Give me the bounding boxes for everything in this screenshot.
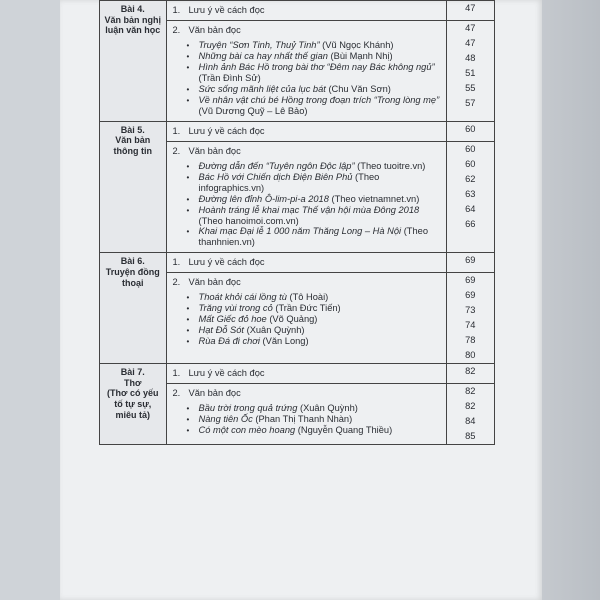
spacer <box>167 347 446 351</box>
item-page-number: 55 <box>465 82 476 93</box>
item-title: Truyện “Sơn Tinh, Thuỷ Tinh” <box>198 39 320 50</box>
toc-item-text <box>199 205 446 227</box>
section-number: 2. <box>172 24 181 35</box>
section-title: Lưu ý về cách đọc <box>188 5 265 15</box>
item-title: Sức sống mãnh liệt của lục bát <box>198 83 326 94</box>
item-page-number: 60 <box>465 158 476 169</box>
toc-item-text <box>199 84 391 95</box>
table-of-contents <box>99 0 495 445</box>
page-number-cell <box>446 20 494 121</box>
page-number-cell <box>446 253 494 273</box>
section-number: 1. <box>172 257 181 268</box>
lesson-title: Bài 5. Văn bản thông tin <box>113 124 152 156</box>
section-number: 2. <box>172 277 181 288</box>
bullet-icon: • <box>186 227 190 237</box>
item-author: (Theo vietnamnet.vn) <box>331 193 420 204</box>
toc-item-text <box>199 414 353 425</box>
toc-item <box>167 226 446 248</box>
page-number: 60 <box>465 143 476 154</box>
spacer <box>167 436 446 440</box>
toc-item-text <box>199 403 358 414</box>
section-title: Lưu ý về cách đọc <box>188 257 265 268</box>
item-title: Nàng tiên Ốc <box>198 414 253 425</box>
section1-label <box>167 364 446 383</box>
item-page-number: 64 <box>465 203 476 214</box>
toc-row-section1 <box>100 253 495 273</box>
toc-item <box>167 172 446 194</box>
page-number-cell <box>446 121 494 141</box>
item-page-number: 69 <box>465 290 476 301</box>
item-page-number: 78 <box>465 335 476 346</box>
item-author: (Theo thanhnien.vn) <box>198 226 428 248</box>
lesson-title: Bài 7. Thơ (Thơ có yếu tố tự sự, miêu tả) <box>107 367 159 420</box>
section-number: 1. <box>172 125 181 136</box>
toc-item-text <box>199 172 446 194</box>
item-page-number: 82 <box>465 401 476 412</box>
item-title: Đường dẫn đến “Tuyên ngôn Độc lập” <box>198 160 355 171</box>
bullet-icon: • <box>186 415 190 425</box>
page-number: 82 <box>465 386 476 397</box>
section-number: 1. <box>172 368 181 379</box>
item-author: (Theo tuoitre.vn) <box>357 160 426 171</box>
item-author: (Chu Văn Sơn) <box>328 83 391 94</box>
section-title: Văn bản đọc <box>188 145 241 156</box>
toc-item <box>167 292 446 303</box>
lesson-title: Bài 4. Văn bản nghị luận văn học <box>104 4 162 36</box>
toc-item-text <box>199 303 341 314</box>
bullet-icon: • <box>186 337 190 347</box>
item-author: (Trần Đức Tiến) <box>275 303 341 314</box>
item-page-number: 84 <box>465 416 476 427</box>
item-author: (Theo infographics.vn) <box>198 171 380 193</box>
toc-item-text <box>199 194 420 205</box>
section1-cell <box>166 364 446 384</box>
section-number: 2. <box>172 145 181 156</box>
section1-label <box>167 253 446 272</box>
item-author: (Trần Đình Sử) <box>198 72 261 83</box>
toc-item-text <box>199 425 393 436</box>
lesson-title-cell <box>100 1 167 122</box>
item-author: (Vũ Ngọc Khánh) <box>322 39 394 50</box>
item-title: Có một con mèo hoang <box>198 425 296 436</box>
section1-cell <box>166 1 446 21</box>
toc-item <box>167 62 446 84</box>
toc-item-text <box>199 40 394 51</box>
section-title: Văn bản đọc <box>188 277 241 288</box>
section-title: Lưu ý về cách đọc <box>188 368 265 379</box>
section-number: 2. <box>172 388 181 399</box>
toc-item <box>167 40 446 51</box>
item-author: (Tô Hoài) <box>289 292 329 303</box>
lesson-title-cell <box>100 253 167 364</box>
bullet-icon: • <box>186 293 190 303</box>
bullet-icon: • <box>186 172 190 182</box>
page-edge-shadow <box>542 0 600 600</box>
page-number-cell <box>446 364 494 384</box>
item-title: Trăng vùi trong cỏ <box>198 303 273 314</box>
item-author: (Bùi Mạnh Nhị) <box>330 50 393 61</box>
section2-label <box>167 273 446 292</box>
page-number: 47 <box>465 3 476 13</box>
bullet-icon: • <box>186 194 190 204</box>
item-author: (Văn Long) <box>262 336 309 347</box>
toc-item-text <box>199 314 318 325</box>
toc-item <box>167 403 446 414</box>
section-number: 1. <box>172 5 181 15</box>
toc-item <box>167 414 446 425</box>
page-number-cell <box>446 273 494 364</box>
toc-item <box>167 95 446 117</box>
item-author: (Phan Thị Thanh Nhàn) <box>255 414 353 425</box>
page-number: 69 <box>465 275 476 286</box>
toc-item-text <box>199 95 446 117</box>
item-page-number: 66 <box>465 218 476 229</box>
toc-item <box>167 84 446 95</box>
toc-item-text <box>199 161 426 172</box>
item-title: Hạt Đỗ Sót <box>198 325 244 336</box>
item-title: Bầu trời trong quả trứng <box>198 403 298 414</box>
item-title: Bác Hồ với Chiến dịch Điện Biên Phủ <box>198 171 353 182</box>
page-number: 60 <box>465 123 476 134</box>
bullet-icon: • <box>186 205 190 215</box>
toc-row-section1 <box>100 1 495 21</box>
bullet-icon: • <box>186 62 190 72</box>
lesson-title: Bài 6. Truyện đồng thoại <box>105 256 160 288</box>
bullet-icon: • <box>186 315 190 325</box>
item-title: Về nhân vật chú bé Hồng trong đoạn trích “Trong lòng mẹ” <box>198 94 440 105</box>
toc-item-text <box>199 336 309 347</box>
item-author: (Vũ Dương Quỹ – Lê Bảo) <box>198 105 308 116</box>
toc-item <box>167 336 446 347</box>
toc-row-section1 <box>100 121 495 141</box>
toc-item <box>167 205 446 227</box>
item-page-number: 85 <box>465 431 476 442</box>
lesson-title-cell <box>100 364 167 445</box>
item-page-number: 73 <box>465 305 476 316</box>
section2-label <box>167 142 446 161</box>
page-number-cell <box>446 1 494 21</box>
section-title: Văn bản đọc <box>188 24 241 35</box>
section2-cell <box>166 384 446 445</box>
toc-item <box>167 303 446 314</box>
toc-item-text <box>199 325 305 336</box>
toc-item <box>167 425 446 436</box>
toc-item-text <box>199 51 393 62</box>
item-author: (Võ Quảng) <box>269 314 318 325</box>
toc-item-text <box>199 62 446 84</box>
spacer <box>167 117 446 121</box>
bullet-icon: • <box>186 84 190 94</box>
toc-item <box>167 325 446 336</box>
bullet-icon: • <box>186 95 190 105</box>
item-title: Mất Giếc đỏ hoe <box>198 314 267 325</box>
bullet-icon: • <box>186 404 190 414</box>
item-title: Hoành tráng lễ khai mạc Thế vận hội mùa Đông 2018 <box>198 204 420 215</box>
section1-label <box>167 122 446 141</box>
bullet-icon: • <box>186 51 190 61</box>
section2-cell <box>166 273 446 364</box>
item-page-number: 48 <box>465 52 476 63</box>
item-title: Đường lên đỉnh Ô-lim-pi-a 2018 <box>198 193 329 204</box>
section-title: Văn bản đọc <box>188 388 241 399</box>
section2-cell <box>166 20 446 121</box>
item-page-number: 74 <box>465 320 476 331</box>
bullet-icon: • <box>186 304 190 314</box>
item-author: (Theo hanoimoi.com.vn) <box>198 215 299 226</box>
page-number: 69 <box>465 255 476 266</box>
section2-label <box>167 21 446 40</box>
item-title: Thoát khỏi cái lồng tù <box>198 292 287 303</box>
item-title: Hình ảnh Bác Hồ trong bài thơ “Đêm nay Bác không ngủ” <box>198 61 435 72</box>
toc-item <box>167 51 446 62</box>
section-title: Lưu ý về cách đọc <box>188 125 265 136</box>
toc-item-text <box>199 226 446 248</box>
toc-item <box>167 161 446 172</box>
section1-label <box>167 1 446 20</box>
bullet-icon: • <box>186 40 190 50</box>
item-title: Khai mạc Đại lễ 1 000 năm Thăng Long – Hà Nội <box>198 226 402 237</box>
spacer <box>167 248 446 252</box>
section1-cell <box>166 253 446 273</box>
bullet-icon: • <box>186 326 190 336</box>
item-page-number: 51 <box>465 67 476 78</box>
page-number-cell <box>446 384 494 445</box>
toc-item <box>167 314 446 325</box>
item-page-number: 57 <box>465 97 476 108</box>
item-page-number: 62 <box>465 173 476 184</box>
bullet-icon: • <box>186 161 190 171</box>
item-page-number: 80 <box>465 350 476 361</box>
item-author: (Xuân Quỳnh) <box>246 325 305 336</box>
item-author: (Nguyễn Quang Thiều) <box>297 425 393 436</box>
toc-item-text <box>199 292 329 303</box>
page-number: 82 <box>465 366 476 377</box>
item-title: Rùa Đá đi chơi <box>198 336 260 347</box>
toc-item <box>167 194 446 205</box>
section2-cell <box>166 141 446 253</box>
toc-row-section1 <box>100 364 495 384</box>
bullet-icon: • <box>186 426 190 436</box>
item-title: Những bài ca hay nhất thế gian <box>198 50 328 61</box>
item-page-number: 47 <box>465 37 476 48</box>
section1-cell <box>166 121 446 141</box>
item-author: (Xuân Quỳnh) <box>299 403 358 414</box>
item-page-number: 63 <box>465 188 476 199</box>
page-number-cell <box>446 141 494 253</box>
section2-label <box>167 384 446 403</box>
lesson-title-cell <box>100 121 167 253</box>
page-number: 47 <box>465 22 476 33</box>
